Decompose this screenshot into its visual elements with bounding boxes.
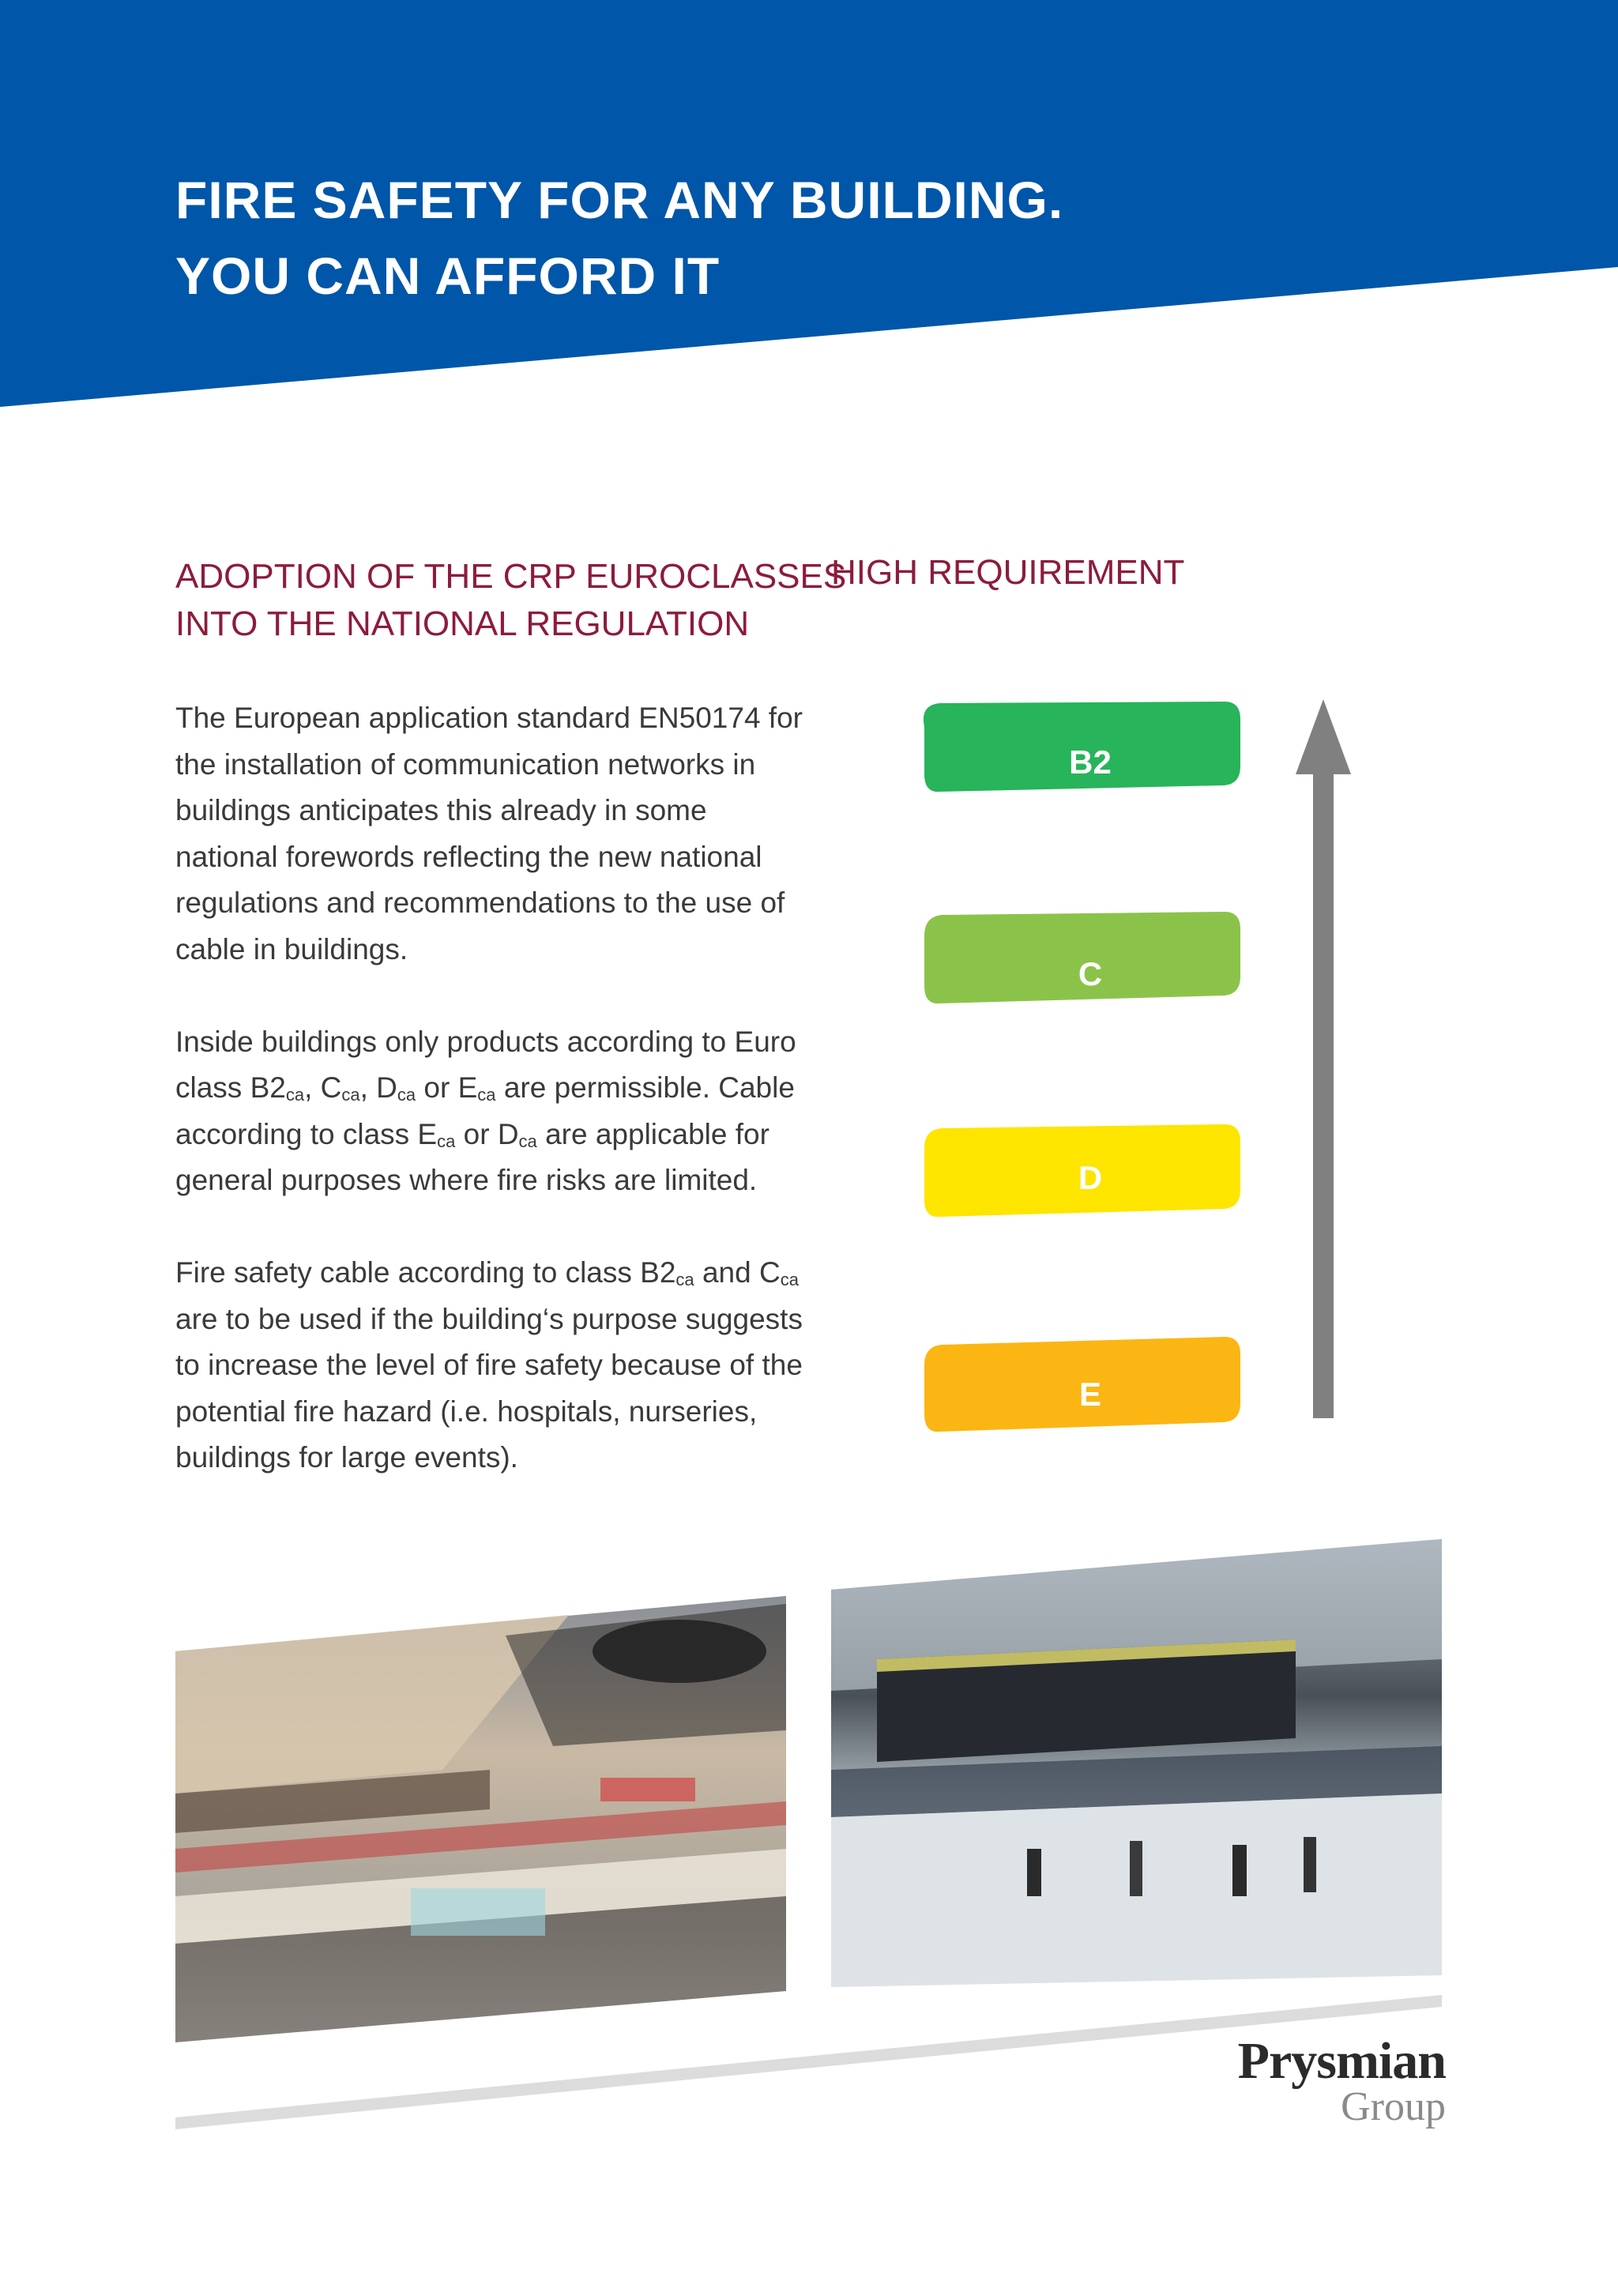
headline-line-2: YOU CAN AFFORD IT (175, 247, 721, 305)
section-title-line-1: ADOPTION OF THE CRP EUROCLASSES (175, 557, 847, 596)
tile-c-class: C $_{ca}$ (1078, 955, 1103, 1050)
tile-b2 (924, 735, 1256, 901)
arrow-up-icon (1296, 699, 1351, 774)
paragraph-fire-safety: Fire safety cable according to class $B2_{ca}$ and $C_{ca}$ are to be used if the building‘s purpose suggests to increase the level of fire safety because of the potential fire hazard (i.e. hospitals, nurseries, buildings for large events). (175, 1256, 803, 1474)
headline-line-1: FIRE SAFETY FOR ANY BUILDING. (175, 171, 1064, 229)
tile-d (924, 1150, 1256, 1316)
high-requirement-label: HIGH REQUIREMENT (831, 553, 1185, 592)
tile-c (924, 947, 1256, 1112)
tile-e-label: CPR (1055, 1486, 1126, 1523)
logo-line-1: Prysmian (1237, 2032, 1446, 2090)
section-title-line-2: INTO THE NATIONAL REGULATION (175, 604, 750, 643)
logo-line-2: Group (1341, 2084, 1446, 2129)
tile-d-class: D $_{ca}$ (1078, 1159, 1103, 1254)
airport-photo (831, 1539, 1442, 1987)
tile-b2-class: B2 $_{ca}$ (1069, 743, 1112, 838)
body-text (175, 695, 807, 1527)
tile-e (924, 1367, 1256, 1533)
paragraph-euroclasses: Inside buildings only products according to Euro class $B2_{ca}$, $C_{ca}$, $D_{ca}$ or $E_{ca}$ are permissible. Cable according to class $E_{ca}$ or $D_{ca}$ are applicable for general purposes where fire risks are limited. (175, 1025, 796, 1196)
tile-d-label: CPR (1055, 1270, 1126, 1307)
mall-photo (175, 1596, 786, 2042)
prysmian-group-logo (1217, 2032, 1446, 2129)
tile-e-class: E $_{ca}$ (1078, 1376, 1101, 1470)
tile-b2-label: CPR (1055, 854, 1126, 891)
requirement-ladder (909, 695, 1351, 1523)
paragraph-standard: The European application standard EN50174 for the installation of communication networks in buildings anticipates this already in some national forewords reflecting the new national regulations and recommendations to the use of cable in buildings. (175, 702, 803, 965)
tile-c-label: CPR (1055, 1066, 1126, 1103)
section-title (175, 553, 846, 648)
headline (175, 162, 1063, 314)
high-requirement-arrow (1313, 770, 1334, 1418)
